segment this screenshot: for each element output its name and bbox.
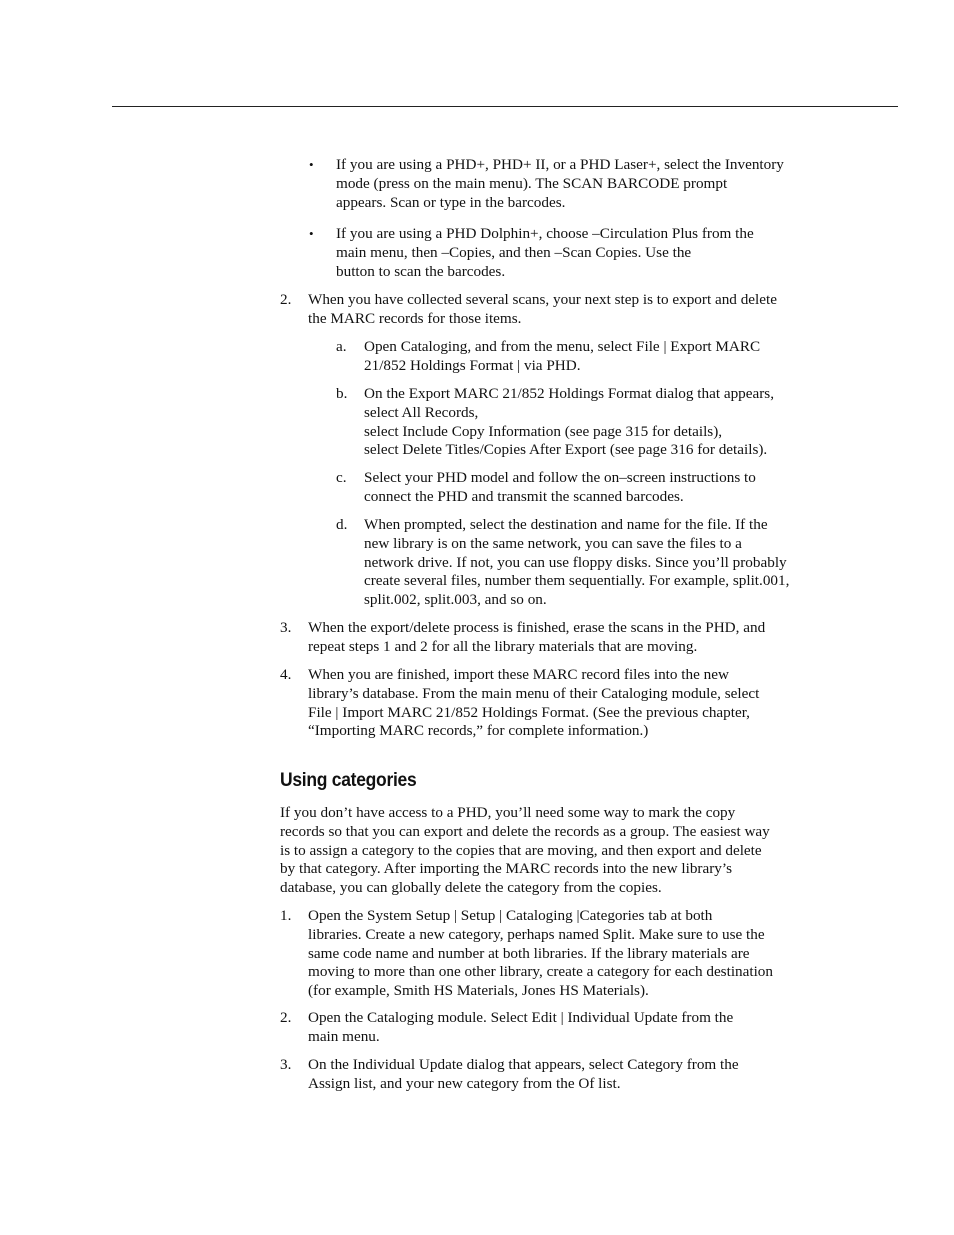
step-number: 1. <box>280 907 292 924</box>
substep-d-text: When prompted, select the destination and name for the file. If the new library is on the same network, you can save the files to a network drive. If not, you can use floppy disks. Since you’ll probably create several files, number them sequentially. For example, split.001, split.002, split.003, and so on. <box>364 516 790 609</box>
section-intro: If you don’t have access to a PHD, you’ll need some way to mark the copy records so that you can export and delete the records as a group. The easiest way is to assign a category to the copies that are moving, and then export and delete by that category. After importing the MARC records into the new library’s database, you can globally delete the category from the copies. <box>280 804 770 897</box>
bullet-paragraph-dolphin: If you are using a PHD Dolphin+, choose –Circulation Plus from the main menu, then –Copies, and then –Scan Copies. Use the button to scan the barcodes. <box>336 225 754 280</box>
substep-letter: d. <box>336 516 348 533</box>
step-4-text: When you are finished, import these MARC record files into the new library’s database. From the main menu of their Cataloging module, select File | Import MARC 21/852 Holdings Format. (See the previous chapter, “Importing MARC records,” for complete information.) <box>308 666 760 740</box>
step-number: 2. <box>280 1009 292 1026</box>
bullet-marker: • <box>309 157 314 172</box>
substep-c-text: Select your PHD model and follow the on–screen instructions to connect the PHD and transmit the scanned barcodes. <box>364 469 756 505</box>
substep-letter: a. <box>336 338 347 355</box>
categories-step-2-text: Open the Cataloging module. Select Edit | Individual Update from the main menu. <box>308 1009 734 1045</box>
step-number: 3. <box>280 619 292 636</box>
substep-a-text: Open Cataloging, and from the menu, select File | Export MARC 21/852 Holdings Format | via PHD. <box>364 338 761 374</box>
header-rule <box>112 106 898 107</box>
categories-step-1-text: Open the System Setup | Setup | Cataloging |Categories tab at both libraries. Create a new category, perhaps named Split. Make sure to use the same code name and number at both libraries. If the library materials are moving to more than one other library, create a category for each destination (for example, Smith HS Materials, Jones HS Materials). <box>308 907 773 1000</box>
step-2-text: When you have collected several scans, your next step is to export and delete the MARC records for those items. <box>308 291 777 327</box>
step-number: 3. <box>280 1056 292 1073</box>
bullet-marker: • <box>309 226 314 241</box>
categories-step-3-text: On the Individual Update dialog that appears, select Category from the Assign list, and your new category from the Of list. <box>308 1056 739 1092</box>
substep-letter: c. <box>336 469 347 486</box>
step-3-text: When the export/delete process is finished, erase the scans in the PHD, and repeat steps 1 and 2 for all the library materials that are moving. <box>308 619 766 655</box>
substep-letter: b. <box>336 385 348 402</box>
step-number: 2. <box>280 291 292 308</box>
section-heading: Using categories <box>280 770 417 791</box>
step-number: 4. <box>280 666 292 683</box>
substep-b-text: On the Export MARC 21/852 Holdings Format dialog that appears, select All Records, select Include Copy Information (see page 315 for details), select Delete Titles/Copies After Export (see page 316 for details). <box>364 385 775 459</box>
bullet-paragraph-inventory: If you are using a PHD+, PHD+ II, or a PHD Laser+, select the Inventory mode (press on the main menu). The SCAN BARCODE prompt appears. Scan or type in the barcodes. <box>336 156 784 211</box>
